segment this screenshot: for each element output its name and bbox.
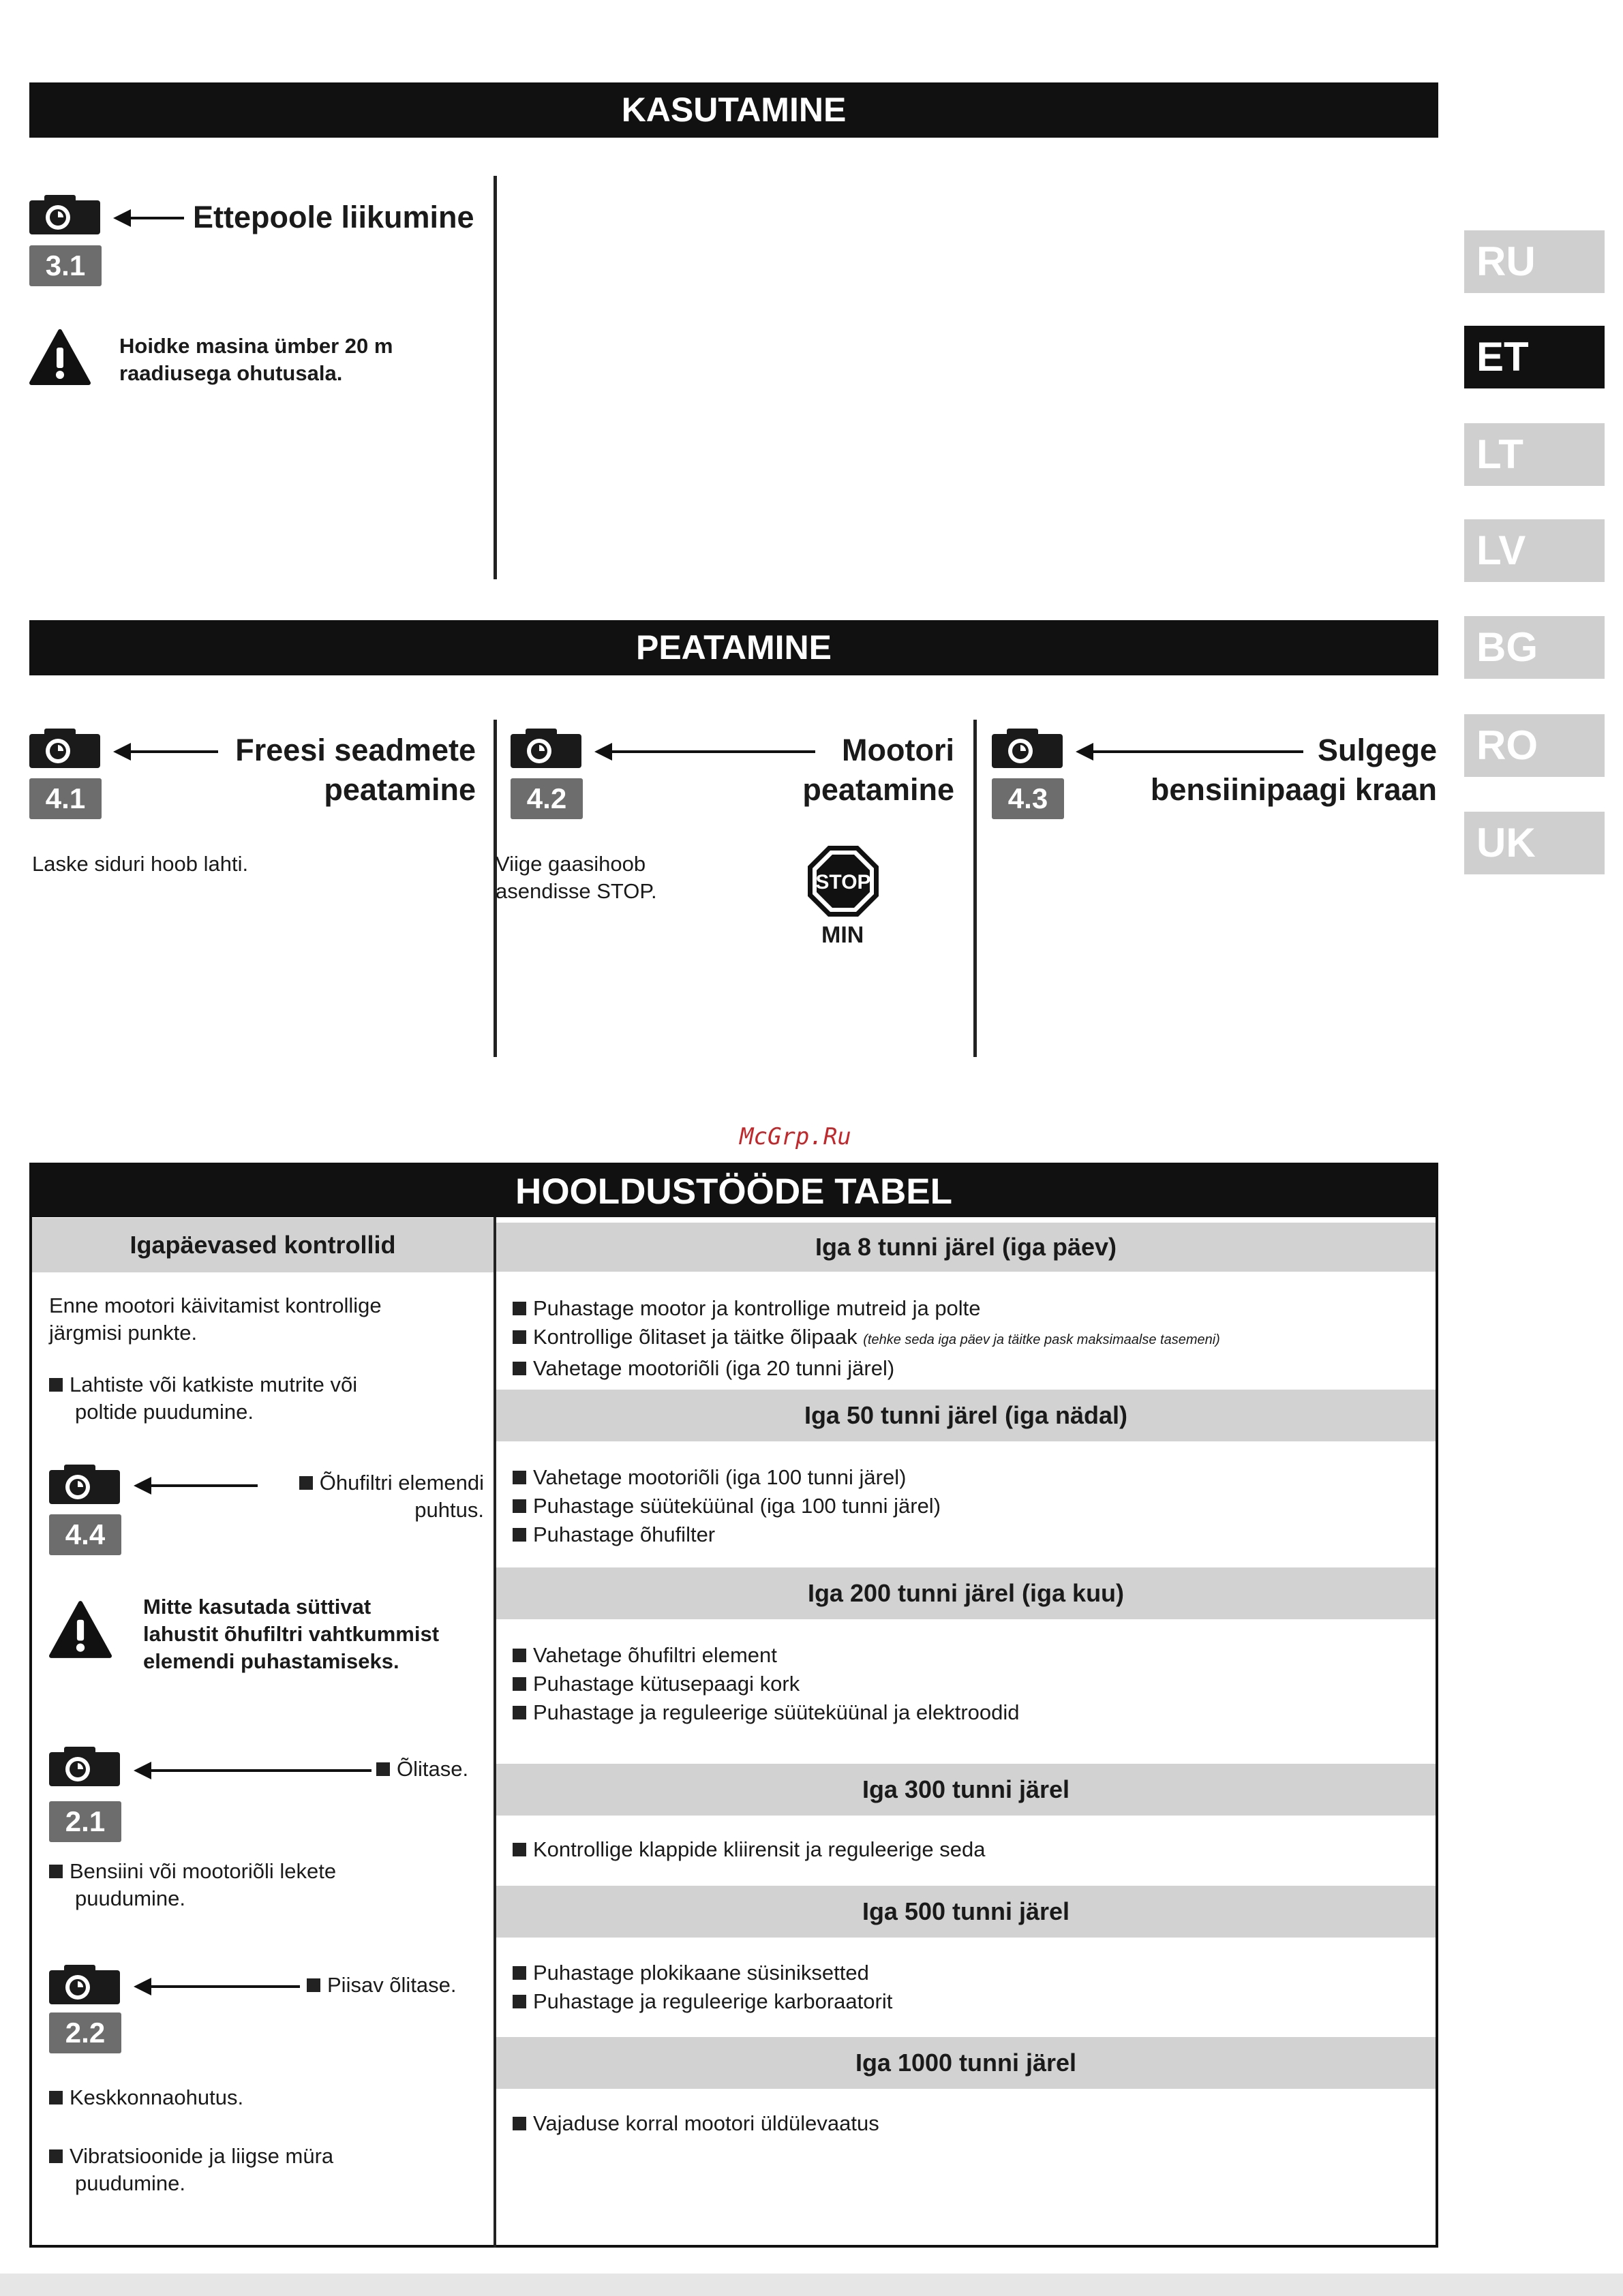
interval-header-300h: Iga 300 tunni järel bbox=[496, 1764, 1436, 1816]
step-title-4-1: Freesi seadmete peatamine bbox=[235, 733, 476, 807]
list-item: Kontrollige õlitaset ja täitke õlipaak (tehke seda iga päev ja täitke pask maksimaalse tasemeni) bbox=[513, 1323, 1220, 1354]
warning-text-solvent: Mitte kasutada süttivat lahustit õhufiltri vahtkummist elemendi puhastamiseks. bbox=[143, 1595, 440, 1673]
lang-tab-et[interactable]: ET bbox=[1464, 326, 1605, 388]
stop-sign-icon bbox=[806, 844, 881, 919]
step-badge-2-2: 2.2 bbox=[49, 2012, 121, 2053]
step-badge-2-1: 2.1 bbox=[49, 1801, 121, 1842]
step-badge-4-2: 4.2 bbox=[511, 778, 583, 819]
interval-items-50h bbox=[513, 1463, 941, 1549]
table-title: HOOLDUSTÖÖDE TABEL bbox=[29, 1163, 1438, 1217]
warning-text-safety-zone: Hoidke masina ümber 20 m raadiusega ohutusala. bbox=[119, 334, 393, 385]
lang-tab-lt[interactable]: LT bbox=[1464, 423, 1605, 486]
warning-icon bbox=[29, 328, 91, 386]
interval-items-8h bbox=[513, 1294, 1220, 1383]
lang-tab-ro[interactable]: RO bbox=[1464, 714, 1605, 777]
arrow-left-icon bbox=[116, 750, 218, 753]
list-item: Puhastage õhufilter bbox=[513, 1520, 941, 1549]
step-badge-4-3: 4.3 bbox=[992, 778, 1064, 819]
camera-icon bbox=[49, 1965, 120, 2004]
step-text-4-4: Õhufiltri elemendi puhtus. bbox=[259, 1469, 484, 1524]
camera-icon bbox=[49, 1465, 120, 1504]
step-text-4-2: Viige gaasihoob asendisse STOP. bbox=[496, 852, 657, 903]
watermark: McGrp.Ru bbox=[740, 1123, 851, 1150]
list-item: Vahetage mootoriõli (iga 20 tunni järel) bbox=[513, 1354, 1220, 1383]
camera-icon bbox=[511, 729, 581, 768]
list-item: Vahetage mootoriõli (iga 100 tunni järel) bbox=[513, 1463, 941, 1492]
arrow-left-icon bbox=[136, 1769, 371, 1772]
daily-checks-header: Igapäevased kontrollid bbox=[32, 1218, 494, 1272]
daily-item-leaks: Bensiini või mootoriõli lekete puudumine. bbox=[49, 1858, 336, 1912]
divider bbox=[973, 720, 977, 1057]
section-header-kasutamine: KASUTAMINE bbox=[29, 82, 1438, 138]
lang-tab-ru[interactable]: RU bbox=[1464, 230, 1605, 293]
interval-header-200h: Iga 200 tunni järel (iga kuu) bbox=[496, 1567, 1436, 1619]
daily-item-environment: Keskkonnaohutus. bbox=[49, 2084, 243, 2111]
list-item: Puhastage süüteküünal (iga 100 tunni järel) bbox=[513, 1492, 941, 1520]
camera-icon bbox=[49, 1747, 120, 1786]
step-title-3-1: Ettepoole liikumine bbox=[193, 200, 474, 234]
step-badge-4-4: 4.4 bbox=[49, 1514, 121, 1555]
list-item: Kontrollige klappide kliirensit ja reguleerige seda bbox=[513, 1835, 985, 1864]
list-item: Puhastage ja reguleerige süüteküünal ja elektroodid bbox=[513, 1698, 1020, 1727]
min-label: MIN bbox=[821, 922, 864, 948]
arrow-left-icon bbox=[116, 217, 184, 219]
step-badge-3-1: 3.1 bbox=[29, 245, 102, 286]
warning-icon bbox=[49, 1600, 112, 1659]
daily-item-nuts: Lahtiste või katkiste mutrite või poltide puudumine. bbox=[49, 1371, 357, 1426]
page-bottom-rule bbox=[0, 2274, 1623, 2296]
interval-header-1000h: Iga 1000 tunni järel bbox=[496, 2037, 1436, 2089]
interval-items-300h bbox=[513, 1835, 985, 1864]
section-header-peatamine: PEATAMINE bbox=[29, 620, 1438, 675]
list-item: Puhastage ja reguleerige karboraatorit bbox=[513, 1987, 892, 2016]
camera-icon bbox=[29, 195, 100, 234]
interval-items-1000h bbox=[513, 2109, 879, 2138]
interval-header-500h: Iga 500 tunni järel bbox=[496, 1886, 1436, 1938]
camera-icon bbox=[992, 729, 1063, 768]
list-item: Puhastage mootor ja kontrollige mutreid ja polte bbox=[513, 1294, 1220, 1323]
daily-item-vibration: Vibratsioonide ja liigse müra puudumine. bbox=[49, 2143, 333, 2197]
lang-tab-lv[interactable]: LV bbox=[1464, 519, 1605, 582]
list-item: Vahetage õhufiltri element bbox=[513, 1641, 1020, 1670]
interval-header-8h: Iga 8 tunni järel (iga päev) bbox=[496, 1223, 1436, 1272]
step-text-4-1: Laske siduri hoob lahti. bbox=[32, 852, 249, 876]
step-text-2-2: Piisav õlitase. bbox=[307, 1972, 457, 1999]
list-item: Puhastage kütusepaagi kork bbox=[513, 1670, 1020, 1698]
interval-header-50h: Iga 50 tunni järel (iga nädal) bbox=[496, 1390, 1436, 1441]
list-item: Vajaduse korral mootori üldülevaatus bbox=[513, 2109, 879, 2138]
interval-items-500h bbox=[513, 1959, 892, 2016]
arrow-left-icon bbox=[136, 1985, 300, 1988]
lang-tab-bg[interactable]: BG bbox=[1464, 616, 1605, 679]
camera-icon bbox=[29, 729, 100, 768]
step-text-2-1: Õlitase. bbox=[376, 1756, 468, 1783]
lang-tab-uk[interactable]: UK bbox=[1464, 812, 1605, 874]
interval-items-200h bbox=[513, 1641, 1020, 1727]
warn-line-1: Mitte kasutada süttivat bbox=[143, 1595, 371, 1619]
table-column-divider bbox=[494, 1217, 496, 2248]
step-title-4-3: Sulgege bensiinipaagi kraan bbox=[1150, 733, 1437, 807]
arrow-left-icon bbox=[136, 1484, 258, 1487]
stop-label: STOP bbox=[815, 871, 871, 893]
divider bbox=[494, 176, 497, 579]
daily-intro: Enne mootori käivitamist kontrollige järgmisi punkte. bbox=[49, 1294, 382, 1345]
list-item: Puhastage plokikaane süsiniksetted bbox=[513, 1959, 892, 1987]
step-badge-4-1: 4.1 bbox=[29, 778, 102, 819]
step-title-4-2: Mootori peatamine bbox=[802, 733, 954, 807]
